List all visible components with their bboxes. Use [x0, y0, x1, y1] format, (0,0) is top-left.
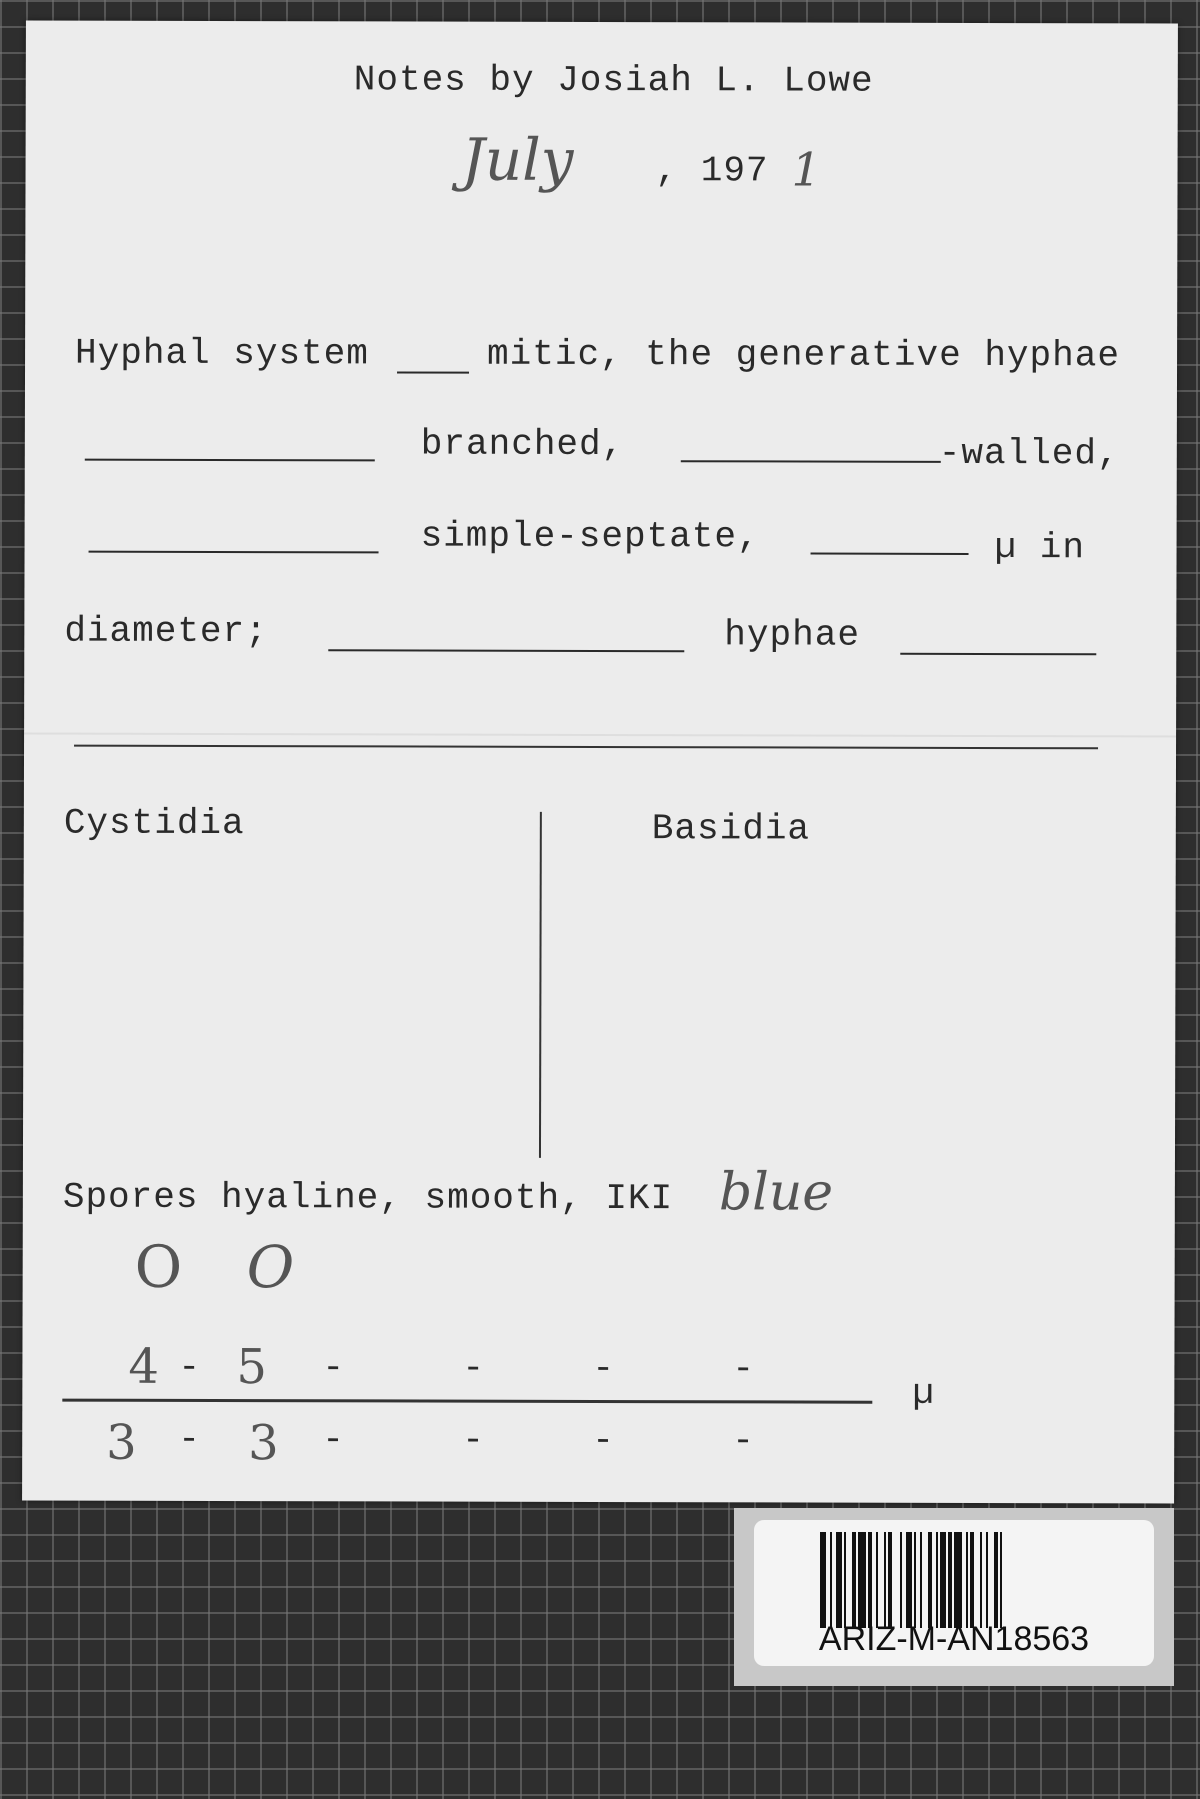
hyphal-label: Hyphal system [75, 332, 369, 375]
dash: - [732, 1420, 755, 1462]
dash: - [592, 1347, 616, 1390]
branched-blank [85, 459, 375, 462]
mitic-blank [397, 371, 469, 373]
hyphae-type-blank [328, 649, 684, 652]
column-divider [539, 812, 542, 1158]
specimen-label [734, 1508, 1174, 1686]
notes-sheet [22, 20, 1178, 1503]
micron-in-label: µ in [994, 527, 1086, 569]
section-divider [74, 745, 1098, 750]
fraction-bar [62, 1399, 872, 1404]
hyphal-line1-text: mitic, the generative hyphae [487, 333, 1121, 377]
diameter-label: diameter; [64, 610, 268, 653]
spore-width-min: 3 [106, 1414, 137, 1471]
hyphae-desc-blank [900, 653, 1096, 656]
dash: - [178, 1418, 201, 1460]
dash: - [322, 1419, 345, 1461]
iki-reaction-handwritten: blue [718, 1162, 834, 1223]
septate-blank [89, 551, 379, 554]
walled-label: -walled, [938, 432, 1120, 475]
handwritten-year-digit: 1 [791, 142, 821, 197]
spore-sketch-1: O [134, 1232, 183, 1301]
diameter-blank [811, 553, 969, 555]
typed-year: , 197 [655, 150, 769, 192]
walled-blank [681, 460, 941, 463]
micron-unit: µ [912, 1372, 936, 1414]
hyphae-label: hyphae [724, 614, 861, 656]
cystidia-label: Cystidia [63, 802, 245, 845]
dash: - [732, 1348, 756, 1390]
spores-label: Spores hyaline, smooth, IKI [62, 1176, 674, 1220]
handwritten-month: July [461, 125, 574, 194]
specimen-label-card [754, 1520, 1154, 1666]
dash: - [322, 1347, 346, 1389]
spore-length-min: 4 [128, 1338, 160, 1395]
dash: - [178, 1346, 202, 1388]
dash: - [592, 1419, 615, 1462]
barcode-image [820, 1532, 1090, 1628]
barcode-number: ARIZ-M-AN18563 [818, 1620, 1090, 1658]
dash: - [462, 1347, 486, 1389]
septate-label: simple-septate, [420, 515, 760, 558]
branched-label: branched, [420, 423, 625, 466]
page-title: Notes by Josiah L. Lowe [353, 59, 874, 102]
spore-length-max: 5 [236, 1339, 268, 1396]
dash: - [462, 1419, 485, 1461]
spore-sketch-2: O [246, 1233, 295, 1302]
spore-width-max: 3 [248, 1415, 279, 1472]
basidia-label: Basidia [651, 808, 811, 850]
paper-fold [24, 732, 1176, 737]
